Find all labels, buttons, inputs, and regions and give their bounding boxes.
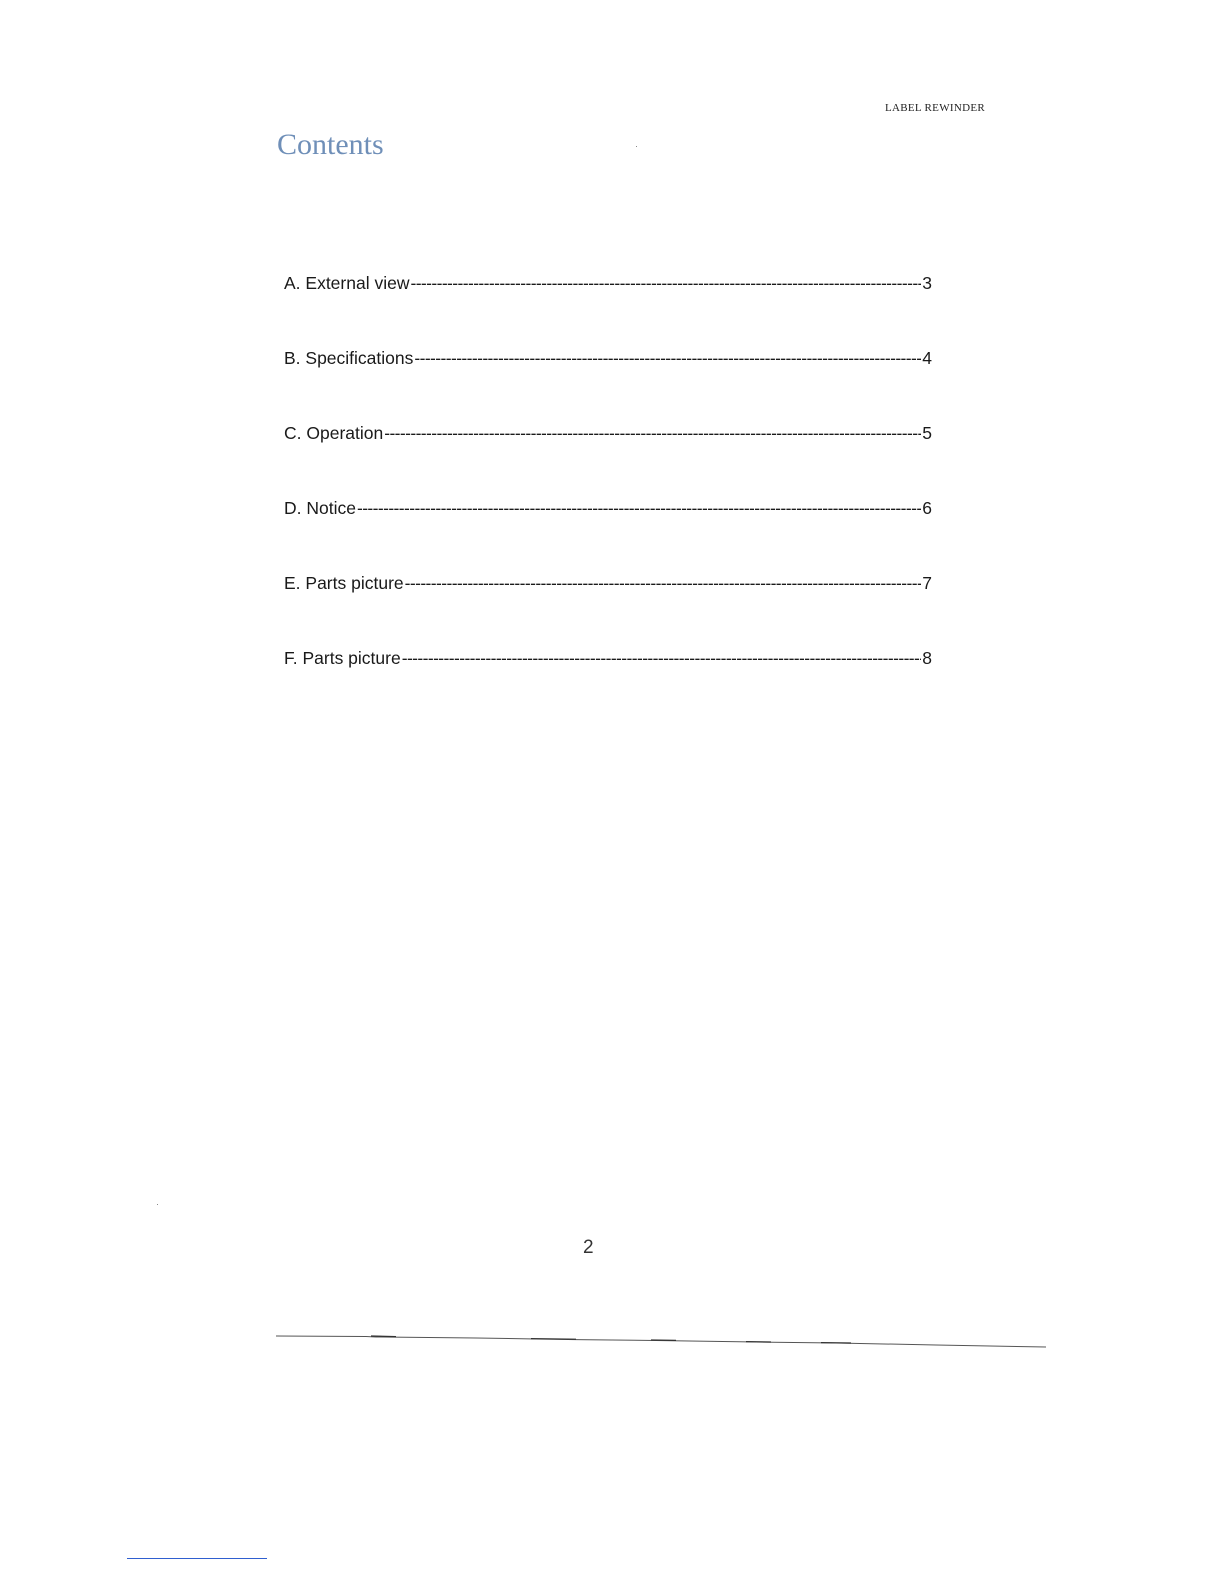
toc-entry-notice[interactable] — [284, 498, 944, 573]
page-title: Contents — [277, 128, 384, 161]
toc-leader-dashes — [410, 273, 921, 294]
toc-entry-parts-picture-e[interactable] — [284, 573, 944, 648]
toc-entry-external-view[interactable] — [284, 273, 944, 348]
running-header: LABEL REWINDER — [884, 102, 985, 114]
toc-entry-page: 8 — [922, 648, 932, 668]
toc-entry-label: D. Notice — [284, 498, 356, 518]
footer-rule — [276, 1330, 1046, 1350]
toc-entry-page: 3 — [922, 273, 932, 293]
toc-leader-dashes — [384, 423, 921, 444]
scan-speck — [157, 1204, 158, 1205]
toc-leader-dashes — [414, 348, 921, 369]
toc-entry-label: F. Parts picture — [284, 648, 401, 668]
toc-entry-operation[interactable] — [284, 423, 944, 498]
toc-entry-parts-picture-f[interactable] — [284, 648, 944, 723]
table-of-contents — [284, 273, 944, 723]
toc-entry-page: 5 — [922, 423, 932, 443]
toc-entry-page: 7 — [922, 573, 932, 593]
toc-entry-page: 6 — [922, 498, 932, 518]
toc-entry-label: C. Operation — [284, 423, 384, 443]
toc-entry-label: A. External view — [284, 273, 410, 293]
toc-leader-dashes — [357, 498, 921, 519]
scan-speck — [636, 146, 637, 147]
page-number: 2 — [583, 1237, 594, 1258]
toc-leader-dashes — [405, 573, 922, 594]
toc-entry-label: B. Specifications — [284, 348, 414, 368]
toc-entry-specifications[interactable] — [284, 348, 944, 423]
toc-leader-dashes — [402, 648, 922, 669]
toc-entry-label: E. Parts picture — [284, 573, 404, 593]
toc-entry-page: 4 — [922, 348, 932, 368]
link-underline — [127, 1558, 267, 1559]
